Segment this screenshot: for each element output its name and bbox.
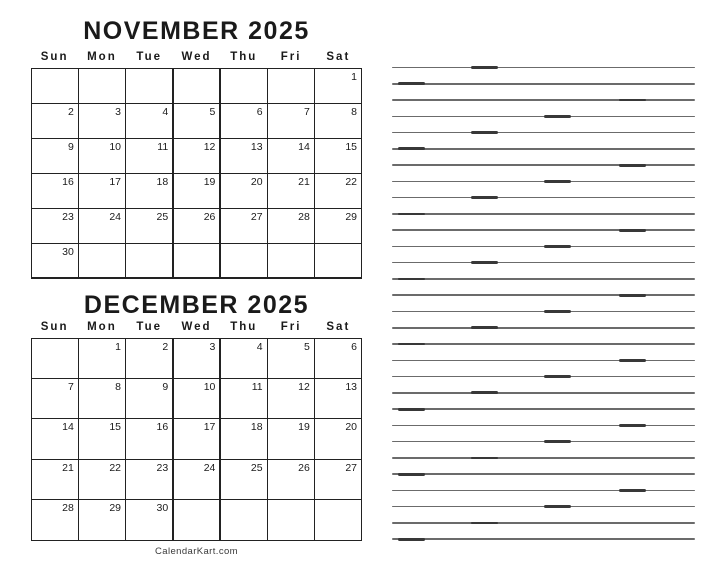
note-line xyxy=(392,117,695,133)
note-line xyxy=(392,133,695,149)
day-cell-empty xyxy=(79,69,125,103)
day-cell-27: 27 xyxy=(221,209,267,243)
day-cell-16: 16 xyxy=(32,174,78,208)
note-line xyxy=(392,68,695,84)
weekday-label-sat: Sat xyxy=(326,51,351,63)
day-cell-30: 30 xyxy=(32,244,78,278)
day-cell-22: 22 xyxy=(315,174,361,208)
day-cell-30: 30 xyxy=(126,500,172,539)
note-line xyxy=(392,426,695,442)
day-cell-21: 21 xyxy=(268,174,314,208)
day-cell-empty xyxy=(221,244,267,278)
day-cell-2: 2 xyxy=(32,104,78,138)
note-line xyxy=(392,491,695,507)
day-cell-5: 5 xyxy=(268,339,314,378)
note-line xyxy=(392,507,695,523)
day-cell-6: 6 xyxy=(315,339,361,378)
note-line xyxy=(392,394,695,410)
note-line-ink-blob xyxy=(398,538,425,541)
day-cell-empty xyxy=(268,69,314,103)
day-cell-empty xyxy=(79,244,125,278)
day-cell-empty xyxy=(315,500,361,539)
day-cell-empty xyxy=(126,244,172,278)
note-line xyxy=(392,166,695,182)
ruled-notes-area xyxy=(392,52,695,540)
december-calendar-grid xyxy=(31,338,362,541)
note-line xyxy=(392,312,695,328)
weekday-label-thu: Thu xyxy=(230,51,258,63)
day-cell-25: 25 xyxy=(221,460,267,499)
november-weekday-header-row xyxy=(31,50,362,64)
day-cell-19: 19 xyxy=(174,174,220,208)
weekday-label-sun: Sun xyxy=(40,51,69,63)
weekday-label-fri: Fri xyxy=(280,321,302,333)
note-line xyxy=(392,410,695,426)
day-cell-4: 4 xyxy=(126,104,172,138)
day-cell-8: 8 xyxy=(79,379,125,418)
day-cell-7: 7 xyxy=(268,104,314,138)
day-cell-empty xyxy=(32,69,78,103)
note-line xyxy=(392,198,695,214)
day-cell-17: 17 xyxy=(174,419,220,458)
weekday-label-thu: Thu xyxy=(230,321,258,333)
day-cell-1: 1 xyxy=(315,69,361,103)
note-line xyxy=(392,150,695,166)
day-cell-15: 15 xyxy=(79,419,125,458)
note-line xyxy=(392,85,695,101)
day-cell-19: 19 xyxy=(268,419,314,458)
day-cell-9: 9 xyxy=(126,379,172,418)
day-cell-29: 29 xyxy=(315,209,361,243)
note-line xyxy=(392,442,695,458)
day-cell-empty xyxy=(126,69,172,103)
day-cell-24: 24 xyxy=(79,209,125,243)
day-cell-empty xyxy=(174,69,220,103)
note-line xyxy=(392,215,695,231)
note-line xyxy=(392,263,695,279)
day-cell-empty xyxy=(221,500,267,539)
day-cell-14: 14 xyxy=(268,139,314,173)
day-cell-16: 16 xyxy=(126,419,172,458)
note-line xyxy=(392,524,695,540)
day-cell-6: 6 xyxy=(221,104,267,138)
weekday-label-sat: Sat xyxy=(326,321,351,333)
weekday-label-mon: Mon xyxy=(87,51,117,63)
note-line xyxy=(392,377,695,393)
day-cell-28: 28 xyxy=(32,500,78,539)
day-cell-empty xyxy=(268,500,314,539)
weekday-label-tue: Tue xyxy=(136,321,162,333)
day-cell-3: 3 xyxy=(79,104,125,138)
day-cell-empty xyxy=(174,244,220,278)
note-line xyxy=(392,280,695,296)
day-cell-13: 13 xyxy=(221,139,267,173)
day-cell-24: 24 xyxy=(174,460,220,499)
day-cell-7: 7 xyxy=(32,379,78,418)
day-cell-23: 23 xyxy=(32,209,78,243)
weekday-label-tue: Tue xyxy=(136,51,162,63)
day-cell-2: 2 xyxy=(126,339,172,378)
day-cell-5: 5 xyxy=(174,104,220,138)
weekday-label-wed: Wed xyxy=(181,51,212,63)
day-cell-11: 11 xyxy=(126,139,172,173)
weekday-label-mon: Mon xyxy=(87,321,117,333)
note-line xyxy=(392,475,695,491)
day-cell-26: 26 xyxy=(174,209,220,243)
day-cell-14: 14 xyxy=(32,419,78,458)
day-cell-17: 17 xyxy=(79,174,125,208)
note-line xyxy=(392,329,695,345)
note-line xyxy=(392,182,695,198)
november-calendar-grid xyxy=(31,68,362,279)
day-cell-3: 3 xyxy=(174,339,220,378)
day-cell-15: 15 xyxy=(315,139,361,173)
day-cell-29: 29 xyxy=(79,500,125,539)
note-line xyxy=(392,361,695,377)
day-cell-empty xyxy=(268,244,314,278)
day-cell-20: 20 xyxy=(315,419,361,458)
weekday-label-sun: Sun xyxy=(40,321,69,333)
day-cell-9: 9 xyxy=(32,139,78,173)
day-cell-8: 8 xyxy=(315,104,361,138)
day-cell-empty xyxy=(221,69,267,103)
site-credit: CalendarKart.com xyxy=(155,546,238,557)
day-cell-18: 18 xyxy=(221,419,267,458)
weekday-label-wed: Wed xyxy=(181,321,212,333)
note-line xyxy=(392,52,695,68)
day-cell-20: 20 xyxy=(221,174,267,208)
note-line xyxy=(392,345,695,361)
december-weekday-header-row xyxy=(31,320,362,334)
day-cell-22: 22 xyxy=(79,460,125,499)
day-cell-23: 23 xyxy=(126,460,172,499)
note-line xyxy=(392,231,695,247)
day-cell-25: 25 xyxy=(126,209,172,243)
day-cell-12: 12 xyxy=(268,379,314,418)
day-cell-27: 27 xyxy=(315,460,361,499)
day-cell-11: 11 xyxy=(221,379,267,418)
day-cell-21: 21 xyxy=(32,460,78,499)
weekday-label-fri: Fri xyxy=(280,51,302,63)
day-cell-18: 18 xyxy=(126,174,172,208)
note-line-stroke xyxy=(392,538,695,540)
day-cell-1: 1 xyxy=(79,339,125,378)
note-line xyxy=(392,296,695,312)
note-line xyxy=(392,459,695,475)
november-2025-title: NOVEMBER 2025 xyxy=(83,17,310,45)
day-cell-26: 26 xyxy=(268,460,314,499)
day-cell-empty xyxy=(174,500,220,539)
day-cell-28: 28 xyxy=(268,209,314,243)
note-line xyxy=(392,101,695,117)
day-cell-12: 12 xyxy=(174,139,220,173)
note-line xyxy=(392,247,695,263)
day-cell-10: 10 xyxy=(79,139,125,173)
day-cell-empty xyxy=(32,339,78,378)
day-cell-13: 13 xyxy=(315,379,361,418)
day-cell-4: 4 xyxy=(221,339,267,378)
day-cell-empty xyxy=(315,244,361,278)
december-2025-title: DECEMBER 2025 xyxy=(83,291,310,319)
day-cell-10: 10 xyxy=(174,379,220,418)
